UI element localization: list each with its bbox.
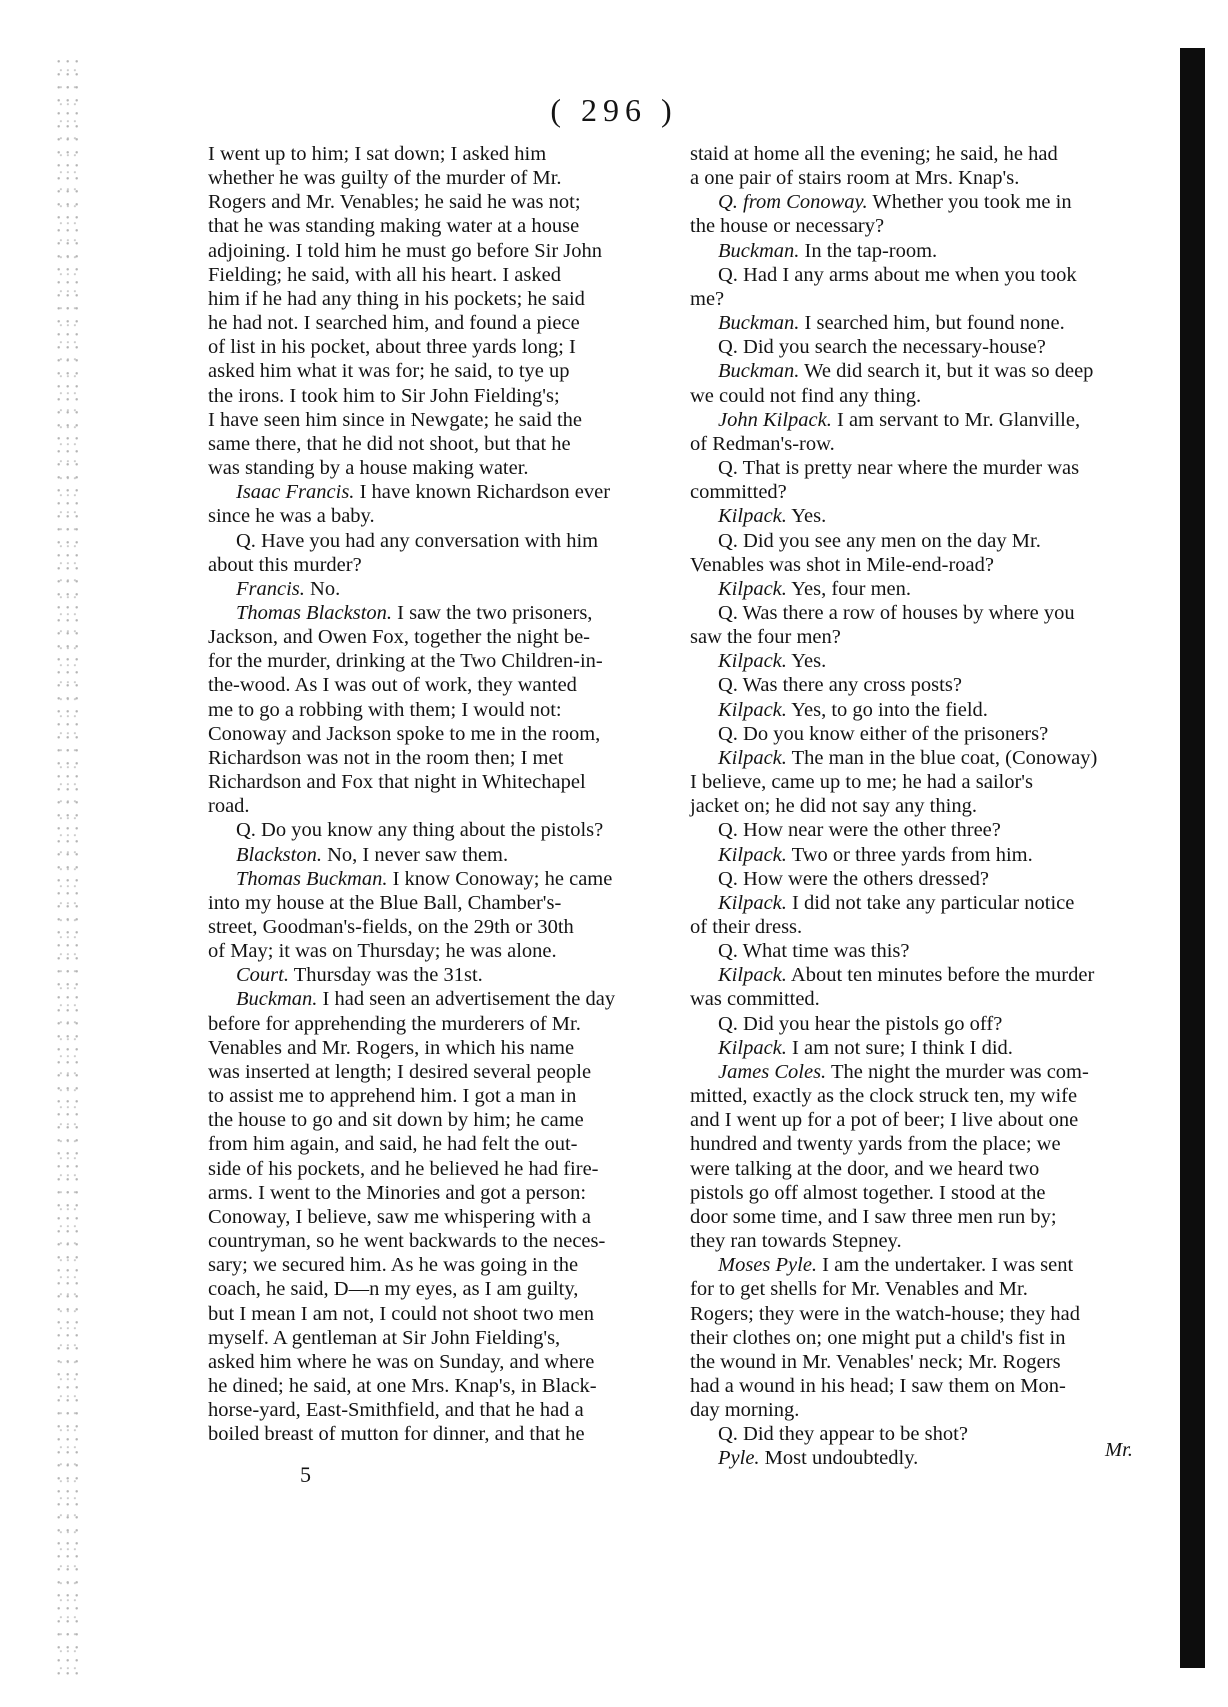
- text-line: [208, 432, 666, 456]
- line-text: had a wound in his head; I saw them on Mon-: [690, 1374, 1066, 1397]
- line-text: Venables was shot in Mile-end-road?: [690, 553, 994, 576]
- line-text: I have seen him since in Newgate; he said the: [208, 408, 582, 431]
- line-text: side of his pockets, and he believed he had fire-: [208, 1157, 599, 1180]
- line-text: Q. What time was this?: [718, 940, 910, 963]
- text-line: [208, 1036, 666, 1060]
- speaker-name: Moses Pyle.: [718, 1254, 818, 1277]
- text-line: [208, 649, 666, 673]
- text-line: [690, 1060, 1145, 1084]
- line-text: Q. Was there a row of houses by where you: [718, 601, 1075, 624]
- speaker-name: Thomas Blackston.: [236, 601, 393, 624]
- line-text: arms. I went to the Minories and got a person:: [208, 1181, 587, 1204]
- line-text: of their dress.: [690, 916, 803, 938]
- text-line: [690, 1229, 1145, 1253]
- speaker-name: Kilpack.: [718, 577, 787, 600]
- line-text: I had seen an advertisement the day: [317, 988, 616, 1011]
- line-text: I am servant to Mr. Glanville,: [831, 408, 1081, 431]
- line-text: for to get shells for Mr. Venables and Mr.: [690, 1278, 1028, 1301]
- text-line: [690, 1326, 1145, 1350]
- text-line: [690, 529, 1145, 553]
- text-line: [690, 867, 1145, 891]
- speaker-name: Q. from Conoway.: [718, 191, 868, 214]
- text-line: [208, 891, 666, 915]
- text-line: [208, 1060, 666, 1084]
- line-text: The man in the blue coat, (Conoway): [786, 746, 1098, 769]
- right-text-column: [690, 142, 1145, 1471]
- text-line: [690, 939, 1145, 963]
- text-line: [690, 553, 1145, 577]
- text-line: [690, 1446, 1145, 1470]
- line-text: the wound in Mr. Venables' neck; Mr. Rogers: [690, 1350, 1061, 1373]
- line-text: the house or necessary?: [690, 215, 885, 238]
- line-text: sary; we secured him. As he was going in the: [208, 1254, 579, 1277]
- line-text: asked him what it was for; he said, to tye up: [208, 360, 570, 383]
- text-line: [690, 1277, 1145, 1301]
- line-text: we could not find any thing.: [690, 384, 922, 407]
- text-line: [690, 384, 1145, 408]
- line-text: I saw the two prisoners,: [392, 601, 593, 624]
- speaker-name: Buckman.: [718, 360, 800, 383]
- text-line: [690, 1398, 1145, 1422]
- line-text: of May; it was on Thursday; he was alone.: [208, 940, 557, 963]
- text-line: [208, 1326, 666, 1350]
- line-text: I am the undertaker. I was sent: [817, 1254, 1074, 1277]
- text-line: [208, 384, 666, 408]
- text-line: [208, 1398, 666, 1422]
- line-text: pistols go off almost together. I stood at the: [690, 1181, 1046, 1204]
- text-line: [208, 746, 666, 770]
- line-text: he dined; he said, at one Mrs. Knap's, in Black-: [208, 1374, 597, 1397]
- speaker-name: Francis.: [236, 577, 305, 600]
- text-line: [208, 698, 666, 722]
- line-text: I know Conoway; he came: [387, 867, 613, 890]
- line-text: Q. Have you had any conversation with him: [236, 529, 599, 552]
- text-line: [690, 142, 1145, 166]
- line-text: that he was standing making water at a house: [208, 215, 580, 238]
- text-line: [690, 1350, 1145, 1374]
- line-text: Rogers; they were in the watch-house; they had: [690, 1302, 1080, 1325]
- speaker-name: Kilpack.: [718, 891, 787, 914]
- text-line: [208, 794, 666, 818]
- line-text: I have known Richardson ever: [354, 481, 611, 504]
- line-text: I did not take any particular notice: [786, 891, 1075, 914]
- speaker-name: Kilpack.: [718, 964, 787, 987]
- text-line: [690, 987, 1145, 1011]
- line-text: Conoway, I believe, saw me whispering with a: [208, 1205, 591, 1228]
- text-line: [208, 673, 666, 697]
- line-text: Yes.: [786, 650, 827, 673]
- text-line: [208, 287, 666, 311]
- text-line: [208, 1229, 666, 1253]
- catchword: Mr.: [1105, 1439, 1133, 1461]
- text-line: [208, 142, 666, 166]
- line-text: myself. A gentleman at Sir John Fielding's,: [208, 1326, 561, 1349]
- text-line: [690, 770, 1145, 794]
- line-text: countryman, so he went backwards to the neces-: [208, 1230, 606, 1253]
- text-line: [690, 891, 1145, 915]
- text-line: [208, 987, 666, 1011]
- line-text: before for apprehending the murderers of Mr.: [208, 1012, 581, 1035]
- line-text: No.: [304, 577, 341, 600]
- speaker-name: Kilpack.: [718, 843, 787, 866]
- text-line: [208, 601, 666, 625]
- line-text: adjoining. I told him he must go before Sir John: [208, 239, 603, 262]
- line-text: We did search it, but it was so deep: [799, 360, 1094, 383]
- binding-edge-speckle: [56, 60, 78, 1680]
- line-text: Rogers and Mr. Venables; he said he was not;: [208, 191, 581, 214]
- text-line: [690, 794, 1145, 818]
- speaker-name: Blackston.: [236, 843, 322, 866]
- line-text: boiled breast of mutton for dinner, and that he: [208, 1423, 585, 1446]
- line-text: coach, he said, D—n my eyes, as I am guilty,: [208, 1278, 579, 1301]
- text-line: [690, 722, 1145, 746]
- speaker-name: Kilpack.: [718, 698, 787, 721]
- line-text: of Redman's-row.: [690, 432, 835, 455]
- text-line: [208, 480, 666, 504]
- line-text: Q. How near were the other three?: [718, 819, 1001, 842]
- line-text: Q. Do you know any thing about the pistols?: [236, 819, 604, 842]
- text-line: [690, 456, 1145, 480]
- text-line: [690, 673, 1145, 697]
- line-text: Q. Was there any cross posts?: [718, 674, 962, 697]
- text-line: [690, 1205, 1145, 1229]
- text-line: [690, 263, 1145, 287]
- text-line: [690, 746, 1145, 770]
- text-line: [690, 698, 1145, 722]
- text-line: [208, 504, 666, 528]
- line-text: Q. Do you know either of the prisoners?: [718, 722, 1049, 745]
- text-line: [690, 239, 1145, 263]
- line-text: Yes.: [786, 505, 827, 528]
- line-text: Q. Did you search the necessary-house?: [718, 336, 1046, 359]
- line-text: About ten minutes before the murder: [786, 964, 1095, 987]
- text-line: [690, 432, 1145, 456]
- line-text: was inserted at length; I desired several people: [208, 1060, 592, 1083]
- speaker-name: Buckman.: [718, 239, 800, 262]
- text-line: [208, 553, 666, 577]
- text-line: [690, 1132, 1145, 1156]
- text-line: [690, 408, 1145, 432]
- line-text: Q. How were the others dressed?: [718, 867, 989, 890]
- text-line: [690, 214, 1145, 238]
- text-line: [208, 1374, 666, 1398]
- line-text: hundred and twenty yards from the place; we: [690, 1133, 1061, 1156]
- text-line: [208, 214, 666, 238]
- line-text: Thursday was the 31st.: [288, 964, 483, 987]
- text-line: [690, 287, 1145, 311]
- text-line: [208, 963, 666, 987]
- text-line: [690, 504, 1145, 528]
- text-line: [690, 1157, 1145, 1181]
- text-line: [690, 190, 1145, 214]
- line-text: since he was a baby.: [208, 505, 375, 528]
- line-text: of list in his pocket, about three yards long; I: [208, 336, 576, 359]
- line-text: saw the four men?: [690, 626, 841, 649]
- line-text: they ran towards Stepney.: [690, 1230, 902, 1253]
- text-line: [690, 1422, 1145, 1446]
- text-line: [690, 601, 1145, 625]
- line-text: me?: [690, 287, 725, 310]
- line-text: same there, that he did not shoot, but that he: [208, 432, 571, 455]
- line-text: door some time, and I saw three men run by;: [690, 1205, 1057, 1228]
- line-text: from him again, and said, he had felt the out-: [208, 1133, 578, 1156]
- page-edge-shadow: [1180, 48, 1205, 1668]
- text-line: [208, 625, 666, 649]
- line-text: The night the murder was com-: [826, 1060, 1089, 1083]
- text-line: [208, 1108, 666, 1132]
- text-line: [208, 722, 666, 746]
- line-text: Richardson was not in the room then; I met: [208, 746, 564, 769]
- text-line: [208, 263, 666, 287]
- speaker-name: John Kilpack.: [718, 408, 832, 431]
- line-text: their clothes on; one might put a child's fist in: [690, 1326, 1066, 1349]
- text-line: [208, 408, 666, 432]
- text-line: [208, 1132, 666, 1156]
- line-text: mitted, exactly as the clock struck ten, my wife: [690, 1085, 1078, 1108]
- line-text: Richardson and Fox that night in Whitechapel: [208, 771, 586, 794]
- line-text: Q. Did you hear the pistols go off?: [718, 1012, 1003, 1035]
- line-text: Q. That is pretty near where the murder was: [718, 457, 1080, 480]
- text-line: [208, 867, 666, 891]
- text-line: [690, 915, 1145, 939]
- text-line: [208, 577, 666, 601]
- text-line: [690, 1012, 1145, 1036]
- line-text: the house to go and sit down by him; he came: [208, 1109, 584, 1132]
- line-text: Q. Did they appear to be shot?: [718, 1423, 968, 1446]
- text-line: [208, 359, 666, 383]
- line-text: Jackson, and Owen Fox, together the night be-: [208, 626, 591, 649]
- text-line: [208, 1302, 666, 1326]
- line-text: Q. Did you see any men on the day Mr.: [718, 529, 1041, 552]
- speaker-name: Kilpack.: [718, 746, 787, 769]
- line-text: In the tap-room.: [799, 239, 938, 262]
- line-text: Q. Had I any arms about me when you took: [718, 263, 1077, 286]
- line-text: horse-yard, East-Smithfield, and that he had a: [208, 1399, 584, 1422]
- line-text: I believe, came up to me; he had a sailor's: [690, 771, 1033, 794]
- text-line: [690, 843, 1145, 867]
- speaker-name: Pyle.: [718, 1447, 760, 1470]
- line-text: I searched him, but found none.: [799, 312, 1065, 335]
- text-line: [208, 311, 666, 335]
- line-text: jacket on; he did not say any thing.: [690, 795, 977, 818]
- line-text: about this murder?: [208, 553, 362, 576]
- speaker-name: Court.: [236, 964, 289, 987]
- line-text: No, I never saw them.: [321, 843, 509, 866]
- text-line: [690, 818, 1145, 842]
- text-line: [690, 335, 1145, 359]
- line-text: was standing by a house making water.: [208, 457, 529, 480]
- left-text-column: [208, 142, 666, 1446]
- line-text: and I went up for a pot of beer; I live about one: [690, 1109, 1079, 1132]
- text-line: [690, 963, 1145, 987]
- text-line: [208, 915, 666, 939]
- line-text: he had not. I searched him, and found a piece: [208, 312, 580, 335]
- page-number: ( 296 ): [550, 92, 678, 128]
- line-text: Whether you took me in: [867, 191, 1072, 214]
- text-line: [208, 1205, 666, 1229]
- text-line: [690, 311, 1145, 335]
- line-text: Two or three yards from him.: [786, 843, 1033, 866]
- text-line: [690, 1181, 1145, 1205]
- line-text: Fielding; he said, with all his heart. I asked: [208, 263, 561, 286]
- text-line: [208, 1422, 666, 1446]
- speaker-name: Isaac Francis.: [236, 481, 355, 504]
- text-line: [690, 1253, 1145, 1277]
- line-text: street, Goodman's-fields, on the 29th or 30th: [208, 916, 574, 938]
- line-text: asked him where he was on Sunday, and where: [208, 1350, 595, 1373]
- speaker-name: Kilpack.: [718, 650, 787, 673]
- speaker-name: Kilpack.: [718, 1036, 787, 1059]
- text-line: [208, 939, 666, 963]
- signature-mark: 5: [300, 1462, 311, 1487]
- speaker-name: Buckman.: [236, 988, 318, 1011]
- speaker-name: Thomas Buckman.: [236, 867, 388, 890]
- line-text: committed?: [690, 481, 787, 504]
- text-line: [690, 359, 1145, 383]
- speaker-name: James Coles.: [718, 1060, 827, 1083]
- text-line: [208, 1084, 666, 1108]
- text-line: [208, 456, 666, 480]
- line-text: I am not sure; I think I did.: [786, 1036, 1013, 1059]
- text-line: [690, 166, 1145, 190]
- text-line: [690, 577, 1145, 601]
- line-text: Conoway and Jackson spoke to me in the room,: [208, 722, 601, 745]
- line-text: a one pair of stairs room at Mrs. Knap's.: [690, 167, 1020, 190]
- text-line: [208, 818, 666, 842]
- text-line: [690, 1374, 1145, 1398]
- text-line: [690, 1302, 1145, 1326]
- text-line: [208, 335, 666, 359]
- line-text: whether he was guilty of the murder of Mr.: [208, 167, 562, 190]
- text-line: [208, 1253, 666, 1277]
- line-text: the-wood. As I was out of work, they wanted: [208, 674, 577, 697]
- line-text: Most undoubtedly.: [759, 1447, 919, 1470]
- text-line: [208, 1277, 666, 1301]
- line-text: into my house at the Blue Ball, Chamber's-: [208, 891, 562, 914]
- line-text: road.: [208, 795, 250, 818]
- text-line: [690, 625, 1145, 649]
- speaker-name: Buckman.: [718, 312, 800, 335]
- line-text: me to go a robbing with them; I would not:: [208, 698, 562, 721]
- text-line: [208, 1350, 666, 1374]
- speaker-name: Kilpack.: [718, 505, 787, 528]
- text-line: [208, 1012, 666, 1036]
- line-text: I went up to him; I sat down; I asked him: [208, 143, 547, 165]
- line-text: but I mean I am not, I could not shoot two men: [208, 1302, 595, 1325]
- text-line: [690, 1108, 1145, 1132]
- text-line: [690, 1084, 1145, 1108]
- line-text: the irons. I took him to Sir John Fielding's;: [208, 384, 560, 407]
- text-line: [208, 529, 666, 553]
- line-text: was committed.: [690, 988, 820, 1011]
- line-text: for the murder, drinking at the Two Children-in-: [208, 650, 603, 673]
- line-text: day morning.: [690, 1399, 800, 1422]
- text-line: [208, 239, 666, 263]
- text-line: [208, 770, 666, 794]
- line-text: him if he had any thing in his pockets; he said: [208, 287, 585, 310]
- text-line: [690, 480, 1145, 504]
- text-line: [208, 1181, 666, 1205]
- line-text: to assist me to apprehend him. I got a man in: [208, 1085, 577, 1108]
- line-text: staid at home all the evening; he said, he had: [690, 143, 1058, 165]
- text-line: [208, 1157, 666, 1181]
- text-line: [208, 190, 666, 214]
- line-text: Venables and Mr. Rogers, in which his name: [208, 1036, 575, 1059]
- text-line: [690, 1036, 1145, 1060]
- line-text: Yes, to go into the field.: [786, 698, 988, 721]
- text-line: [690, 649, 1145, 673]
- line-text: Yes, four men.: [786, 577, 912, 600]
- text-line: [208, 166, 666, 190]
- text-line: [208, 843, 666, 867]
- line-text: were talking at the door, and we heard two: [690, 1157, 1040, 1180]
